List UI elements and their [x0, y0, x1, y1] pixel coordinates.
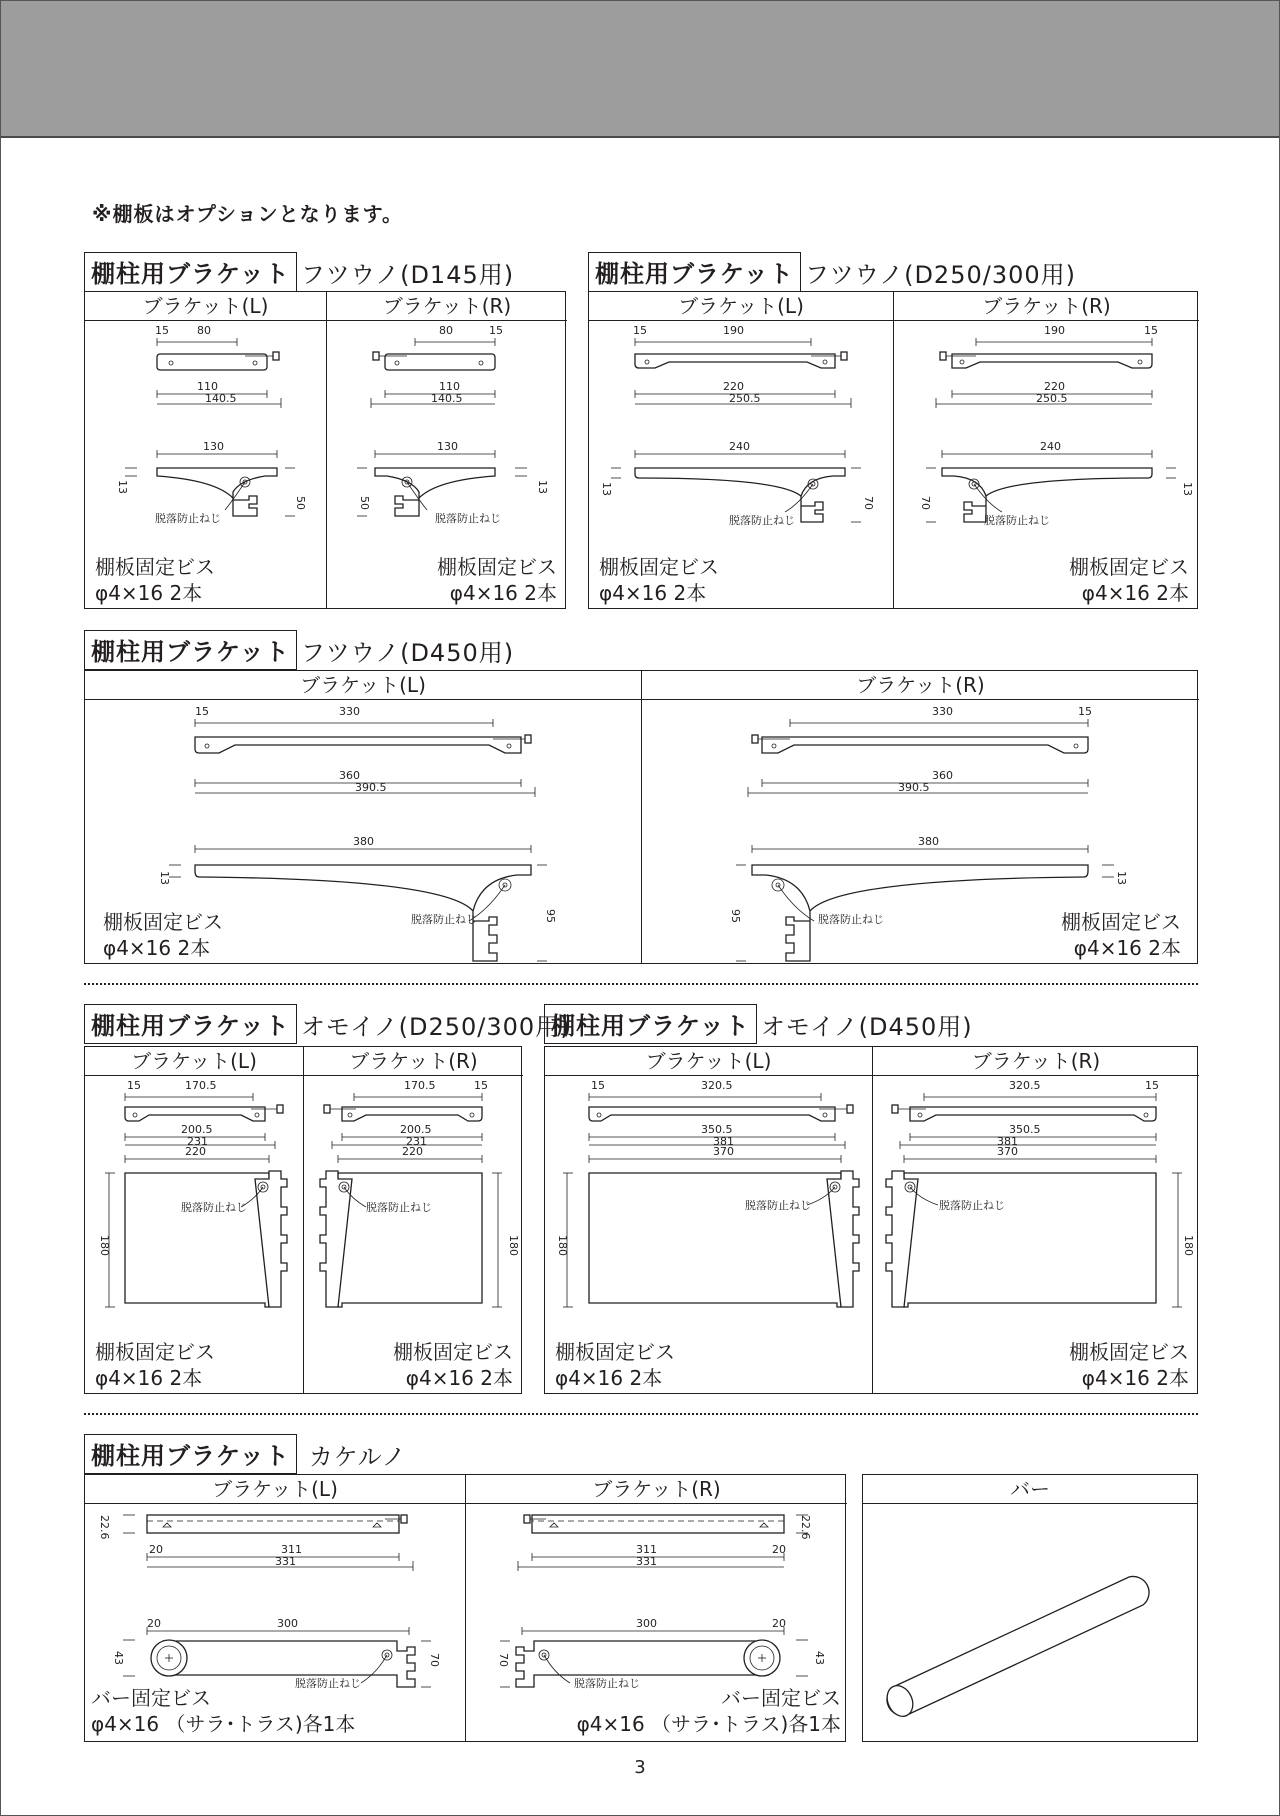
dim-b: 320.5 — [1009, 1079, 1041, 1092]
dim-b: 190 — [723, 324, 744, 337]
dim-c: 331 — [636, 1555, 657, 1568]
anti-drop-label: 脱落防止ねじ — [745, 1199, 811, 1212]
section-tag: 棚柱用ブラケット — [84, 252, 297, 292]
cell-bracket-l — [85, 671, 641, 963]
anti-drop-label: 脱落防止ねじ — [155, 512, 221, 525]
page-number: 3 — [634, 1757, 646, 1778]
cell-head: ブラケット(L) — [545, 1047, 872, 1076]
shelf-screw-caption: 棚板固定ビス φ4×16 2本 — [1069, 555, 1189, 605]
table-futsuu-d250 — [588, 291, 1198, 609]
cell-bracket-l — [85, 1475, 465, 1741]
dim-d: 381 — [997, 1135, 1018, 1148]
dim-d: 140.5 — [431, 392, 463, 405]
dim-h2: 70 — [428, 1653, 441, 1667]
section-title-omoi-d450 — [544, 1004, 973, 1044]
bar-screw-caption: バー固定ビス φ4×16 （サラ･トラス)各1本 — [576, 1686, 841, 1736]
dim-a: 15 — [633, 324, 647, 337]
dim-h1: 13 — [158, 871, 171, 885]
bracket-r-drawing — [873, 1075, 1200, 1335]
shelf-screw-caption: 棚板固定ビス φ4×16 2本 — [437, 555, 557, 605]
dim-c: 110 — [197, 380, 218, 393]
cell-bracket-r — [641, 671, 1199, 963]
dim-b: 320.5 — [701, 1079, 733, 1092]
header-band — [0, 0, 1280, 138]
cell-head: ブラケット(R) — [873, 1047, 1199, 1076]
section-title-omoi-d250 — [84, 1004, 571, 1044]
anti-drop-label: 脱落防止ねじ — [366, 1201, 432, 1214]
dim-h1: 13 — [536, 480, 549, 494]
bracket-r-drawing — [327, 320, 567, 525]
table-kakeru-bracket — [84, 1474, 846, 1742]
dim-c: 360 — [339, 769, 360, 782]
cell-head: ブラケット(R) — [466, 1475, 847, 1504]
dim-b: 170.5 — [185, 1079, 217, 1092]
cell-bracket-r — [893, 292, 1199, 608]
table-omoi-d250 — [84, 1046, 522, 1394]
dim-a: 20 — [149, 1543, 163, 1556]
dim-c: 200.5 — [181, 1123, 213, 1136]
section-tag: 棚柱用ブラケット — [544, 1004, 757, 1044]
dim-d: 250.5 — [1036, 392, 1068, 405]
dim-a: 15 — [1144, 324, 1158, 337]
bracket-l-drawing — [85, 320, 325, 525]
shelf-screw-caption: 棚板固定ビス φ4×16 2本 — [555, 1340, 675, 1390]
cell-head: ブラケット(R) — [642, 671, 1199, 700]
shelf-screw-caption: 棚板固定ビス φ4×16 2本 — [1061, 910, 1181, 960]
dotted-divider — [84, 983, 1198, 985]
dim-c: 350.5 — [701, 1123, 733, 1136]
dim-e: 220 — [402, 1145, 423, 1158]
dim-t: 22.6 — [98, 1515, 111, 1540]
section-tag: 棚柱用ブラケット — [84, 1004, 297, 1044]
bracket-l-drawing — [545, 1075, 872, 1335]
section-title-futsuu-d250 — [588, 252, 1076, 292]
table-futsuu-d450 — [84, 670, 1198, 964]
section-name: オモイノ(D450用) — [760, 1012, 973, 1041]
shelf-screw-caption: 棚板固定ビス φ4×16 2本 — [95, 555, 215, 605]
dim-a: 15 — [195, 705, 209, 718]
dim-h2: 70 — [919, 496, 932, 510]
section-title-futsuu-d145 — [84, 252, 514, 292]
dim-c: 331 — [275, 1555, 296, 1568]
dim-h2: 180 — [556, 1235, 569, 1256]
dim-a: 20 — [772, 1543, 786, 1556]
anti-drop-label: 脱落防止ねじ — [295, 1677, 361, 1690]
section-name: フツウノ(D450用) — [300, 638, 515, 667]
anti-drop-label: 脱落防止ねじ — [411, 913, 477, 926]
dim-h2: 70 — [497, 1653, 510, 1667]
cell-head: バー — [863, 1475, 1197, 1504]
dim-a: 15 — [489, 324, 503, 337]
dim-e: 130 — [437, 440, 458, 453]
dim-b: 330 — [339, 705, 360, 718]
option-note: ※棚板はオプションとなります。 — [92, 202, 404, 226]
dim-d: 381 — [713, 1135, 734, 1148]
section-tag: 棚柱用ブラケット — [84, 1434, 297, 1474]
dim-a: 15 — [127, 1079, 141, 1092]
section-name: オモイノ(D250/300用) — [300, 1012, 571, 1041]
dim-a: 15 — [474, 1079, 488, 1092]
dim-e: 220 — [185, 1145, 206, 1158]
cell-bracket-r — [872, 1047, 1199, 1393]
dim-a: 15 — [155, 324, 169, 337]
cell-head: ブラケット(L) — [85, 1047, 303, 1076]
cell-head: ブラケット(R) — [304, 1047, 523, 1076]
section-title-kakeru — [84, 1434, 407, 1474]
dim-d: 231 — [406, 1135, 427, 1148]
dim-b: 311 — [636, 1543, 657, 1556]
dim-b: 170.5 — [404, 1079, 436, 1092]
dim-c: 110 — [439, 380, 460, 393]
dim-h1: 13 — [600, 482, 613, 496]
dotted-divider — [84, 1413, 1198, 1415]
dim-b: 80 — [197, 324, 211, 337]
cell-bracket-r — [303, 1047, 523, 1393]
dim-h1: 13 — [1115, 871, 1128, 885]
dim-b: 330 — [932, 705, 953, 718]
anti-drop-label: 脱落防止ねじ — [939, 1199, 1005, 1212]
anti-drop-label: 脱落防止ねじ — [181, 1201, 247, 1214]
cell-head: ブラケット(R) — [327, 292, 567, 321]
dim-e: 380 — [918, 835, 939, 848]
bracket-l-drawing — [589, 320, 893, 527]
dim-d: 390.5 — [898, 781, 930, 794]
section-name: カケルノ — [308, 1442, 407, 1471]
dim-d: 250.5 — [729, 392, 761, 405]
dim-h1: 13 — [116, 480, 129, 494]
dim-e: 240 — [729, 440, 750, 453]
dim-c: 220 — [723, 380, 744, 393]
section-tag: 棚柱用ブラケット — [588, 252, 801, 292]
table-kakeru-bar — [862, 1474, 1198, 1742]
dim-d: 231 — [187, 1135, 208, 1148]
dim-h2: 70 — [862, 496, 875, 510]
table-omoi-d450 — [544, 1046, 1198, 1394]
dim-c: 200.5 — [400, 1123, 432, 1136]
cell-bracket-l — [85, 292, 326, 608]
cell-head: ブラケット(L) — [85, 671, 641, 700]
bracket-l-drawing — [85, 1075, 303, 1335]
dim-h1: 43 — [112, 1651, 125, 1665]
cell-head: ブラケット(L) — [85, 292, 326, 321]
cell-bracket-l — [545, 1047, 872, 1393]
dim-d: 140.5 — [205, 392, 237, 405]
anti-drop-label: 脱落防止ねじ — [729, 514, 795, 527]
cell-head: ブラケット(L) — [589, 292, 893, 321]
dim-a-lower: 20 — [772, 1617, 786, 1630]
shelf-screw-caption: 棚板固定ビス φ4×16 2本 — [1069, 1340, 1189, 1390]
dim-h2: 180 — [507, 1235, 520, 1256]
dim-e: 370 — [713, 1145, 734, 1158]
dim-c: 350.5 — [1009, 1123, 1041, 1136]
cell-bracket-l — [85, 1047, 303, 1393]
dim-d: 390.5 — [355, 781, 387, 794]
dim-e: 380 — [353, 835, 374, 848]
dim-h2: 95 — [544, 909, 557, 923]
table-futsuu-d145 — [84, 291, 566, 609]
dim-h2: 50 — [294, 496, 307, 510]
cell-bracket-r — [326, 292, 567, 608]
anti-drop-label: 脱落防止ねじ — [574, 1677, 640, 1690]
section-title-futsuu-d450 — [84, 630, 514, 670]
dim-b: 190 — [1044, 324, 1065, 337]
dim-e: 370 — [997, 1145, 1018, 1158]
bar-screw-caption: バー固定ビス φ4×16 （サラ･トラス)各1本 — [91, 1686, 356, 1736]
dim-e: 130 — [203, 440, 224, 453]
dim-a: 15 — [591, 1079, 605, 1092]
bracket-r-drawing — [304, 1075, 522, 1335]
anti-drop-label: 脱落防止ねじ — [435, 512, 501, 525]
dim-h1: 43 — [813, 1651, 826, 1665]
anti-drop-label: 脱落防止ねじ — [818, 913, 884, 926]
shelf-screw-caption: 棚板固定ビス φ4×16 2本 — [599, 555, 719, 605]
shelf-screw-caption: 棚板固定ビス φ4×16 2本 — [95, 1340, 215, 1390]
dim-t: 22.6 — [799, 1515, 812, 1540]
dim-a: 15 — [1078, 705, 1092, 718]
section-tag: 棚柱用ブラケット — [84, 630, 297, 670]
bar-drawing — [863, 1503, 1199, 1743]
dim-e: 300 — [277, 1617, 298, 1630]
bracket-r-drawing — [894, 320, 1198, 527]
shelf-screw-caption: 棚板固定ビス φ4×16 2本 — [103, 910, 223, 960]
dim-a: 15 — [1145, 1079, 1159, 1092]
dim-c: 360 — [932, 769, 953, 782]
dim-e: 240 — [1040, 440, 1061, 453]
section-name: フツウノ(D250/300用) — [804, 260, 1077, 289]
cell-head: ブラケット(L) — [85, 1475, 465, 1504]
dim-h2: 180 — [1182, 1235, 1195, 1256]
anti-drop-label: 脱落防止ねじ — [984, 514, 1050, 527]
dim-h2: 95 — [729, 909, 742, 923]
shelf-screw-caption: 棚板固定ビス φ4×16 2本 — [393, 1340, 513, 1390]
dim-h1: 13 — [1181, 482, 1194, 496]
dim-h2: 180 — [98, 1235, 111, 1256]
dim-b: 80 — [439, 324, 453, 337]
cell-head: ブラケット(R) — [894, 292, 1199, 321]
cell-bracket-l — [589, 292, 893, 608]
cell-bracket-r — [465, 1475, 847, 1741]
dim-a-lower: 20 — [147, 1617, 161, 1630]
dim-h2: 50 — [358, 496, 371, 510]
dim-e: 300 — [636, 1617, 657, 1630]
dim-b: 311 — [281, 1543, 302, 1556]
dim-c: 220 — [1044, 380, 1065, 393]
section-name: フツウノ(D145用) — [300, 260, 515, 289]
